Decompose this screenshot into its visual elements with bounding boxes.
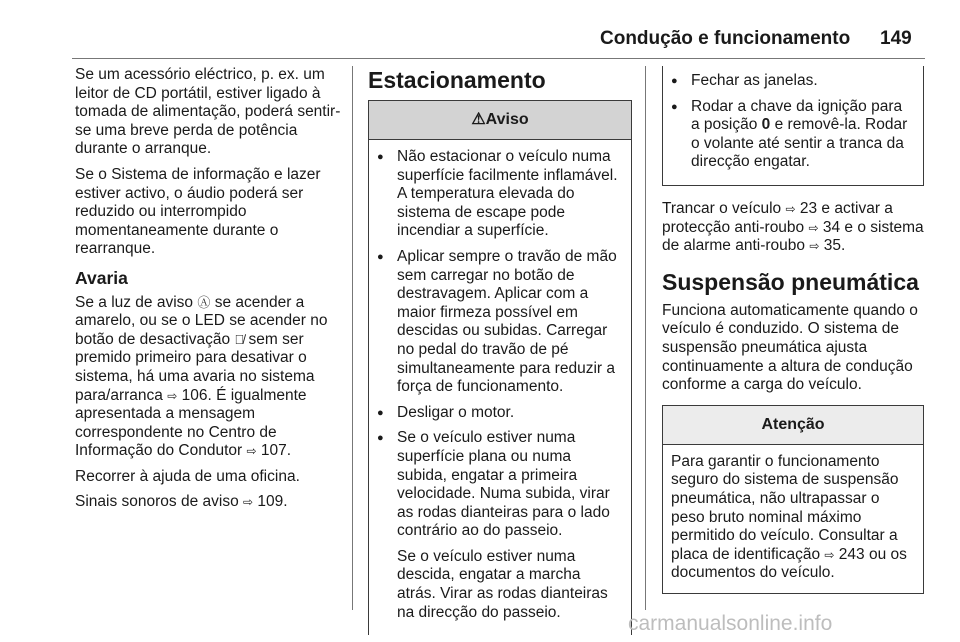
list-item: ● Aplicar sempre o travão de mão sem carregar no botão de destravagem. Aplicar com a maior firmeza possível em descidas ou subidas. Carregar no pedal do travão de pé simultaneamente para reduzir a força de funcionamento. — [377, 248, 623, 397]
list-item: ● Se o veículo estiver numa superfície plana ou numa subida, engatar a primeira velocidade. Numa subida, virar as rodas dianteiras para o lado contrário ao do passeio. Se o veículo estiver numa descida, engatar a marcha atrás. Virar as rodas dianteiras na direcção do passeio. — [377, 429, 623, 622]
caution-box — [662, 405, 924, 594]
paragraph-avaria: Se a luz de aviso Ⓐ se acender a amarelo, ou se o LED se acender no botão de desactivação Ⓐ̸ sem ser premido primeiro para desativar o sistema, há uma avaria no sistema para/arranca ⇨ 106. É igualmente apresentada a mensagem correspondente no Centro de Informação do Condutor ⇨ 107. — [75, 293, 328, 460]
paragraph: Funciona automaticamente quando o veículo é conduzido. O sistema de suspensão pneumática ajusta continuamente a altura de condução conforme a carga do veículo. — [662, 301, 918, 394]
section-heading-avaria: Avaria — [75, 267, 128, 288]
list-item: ● Desligar o motor. — [377, 404, 623, 423]
cross-reference-icon: ⇨ — [167, 388, 178, 403]
page-reference: 106 — [181, 386, 208, 404]
autostop-off-icon: Ⓐ̸ — [234, 331, 245, 347]
cross-reference-icon: ⇨ — [785, 201, 796, 216]
list-item: ● Não estacionar o veículo numa superfície facilmente inflamável. A temperatura elevada do sistema de escape pode incendiar a superfície. — [377, 148, 623, 241]
page-number: 149 — [880, 28, 912, 49]
section-heading-estacionamento: Estacionamento — [368, 67, 546, 93]
column-3 — [662, 66, 924, 594]
paragraph: Se o Sistema de informação e lazer estiver activo, o áudio poderá ser reduzido ou interrompido momentaneamente durante o rearranque. — [75, 165, 321, 258]
paragraph: Sinais sonoros de aviso ⇨ 109. — [75, 493, 288, 511]
watermark: carmanualsonline.info — [628, 612, 833, 635]
ignition-position: 0 — [761, 116, 771, 134]
cross-reference-icon: ⇨ — [808, 220, 819, 235]
warning-box-continued-body — [663, 66, 923, 185]
warning-box-continued — [662, 66, 924, 186]
paragraph: Se um acessório eléctrico, p. ex. um leitor de CD portátil, estiver ligado à tomada de alimentação, poderá sentir-se uma breve perda de potência durante o arranque. — [75, 66, 341, 158]
paragraph: Recorrer à ajuda de uma oficina. — [75, 467, 300, 485]
cross-reference-icon: ⇨ — [809, 239, 820, 254]
page-reference: 35 — [823, 237, 841, 255]
warning-list — [377, 148, 623, 622]
list-item: ● Rodar a chave da ignição para a posição 0 e removê-la. Rodar o volante até sentir a tranca da direcção engatar. — [671, 98, 915, 172]
header-title: Condução e funcionamento — [600, 28, 851, 49]
page-reference: 109 — [257, 493, 284, 511]
cross-reference-icon: ⇨ — [246, 444, 257, 459]
caution-box-header: Atenção — [663, 406, 923, 445]
warning-title: Aviso — [485, 111, 529, 128]
warning-box-header — [369, 101, 631, 140]
paragraph: Trancar o veículo ⇨ 23 e activar a protecção anti-roubo ⇨ 34 e o sistema de alarme anti-roubo ⇨ 35. — [662, 199, 924, 255]
section-heading-suspensao: Suspensão pneumática — [662, 268, 919, 295]
column-divider-left — [352, 66, 353, 610]
warning-icon: ⚠ — [471, 111, 486, 128]
autostop-icon: Ⓐ — [197, 294, 211, 310]
page-reference: 107 — [260, 442, 287, 460]
page-reference: 243 — [838, 545, 865, 563]
warning-box-body — [369, 140, 631, 635]
warning-box — [368, 100, 632, 635]
page-reference: 34 — [822, 218, 841, 236]
list-item: ● Fechar as janelas. — [671, 72, 915, 91]
header-rule — [72, 58, 925, 59]
list-item-continuation: Se o veículo estiver numa descida, engatar a marcha atrás. Virar as rodas dianteiras na direcção do passeio. — [397, 547, 608, 621]
caution-box-body: Para garantir o funcionamento seguro do sistema de suspensão pneumática, não ultrapassar o peso bruto nominal máximo permitido do veículo. Consultar a placa de identificação ⇨ 243 ou os documentos do veículo. — [671, 452, 907, 582]
cross-reference-icon: ⇨ — [243, 495, 254, 510]
page-reference: 23 — [799, 199, 818, 217]
column-2 — [368, 66, 632, 635]
column-1 — [75, 66, 343, 519]
cross-reference-icon: ⇨ — [824, 547, 835, 562]
warning-list-continued — [671, 72, 915, 172]
column-divider-right — [645, 66, 646, 610]
